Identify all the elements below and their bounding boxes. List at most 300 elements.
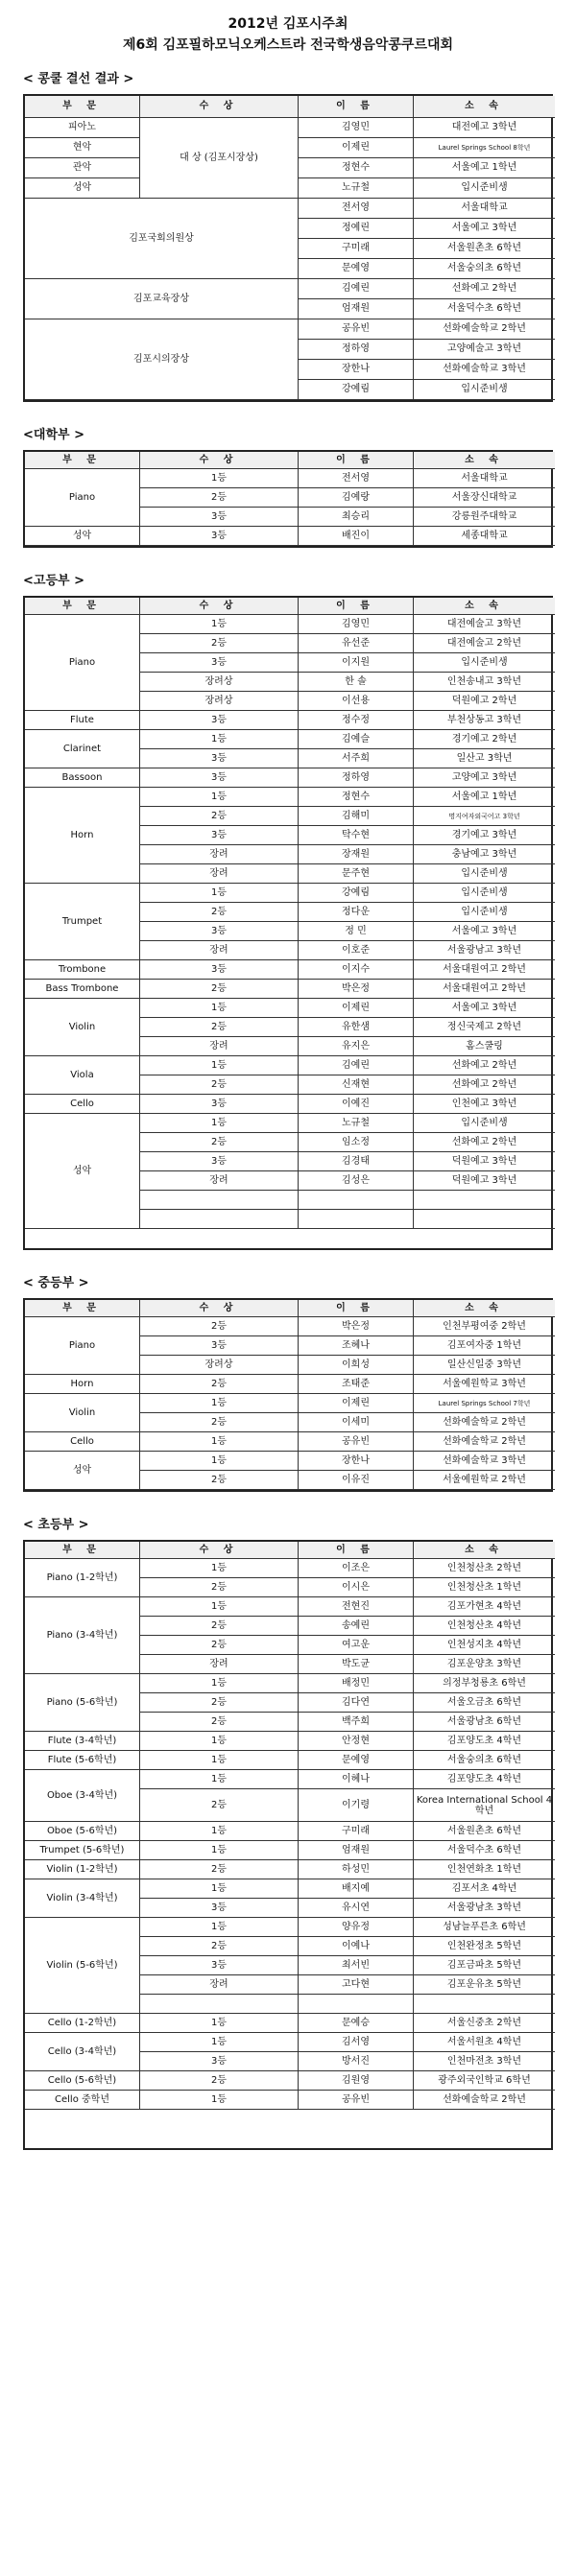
school-cell: 덕원예고 3학년 (414, 1152, 555, 1171)
name-cell: 하성민 (299, 1860, 414, 1879)
school-cell: 인천완정초 5학년 (414, 1937, 555, 1956)
name-cell: 유시연 (299, 1899, 414, 1918)
category-cell: Trumpet (25, 884, 140, 960)
school-cell: 부천상동고 3학년 (414, 711, 555, 730)
school-cell: 선화예고 2학년 (414, 1075, 555, 1095)
school-cell: 선화예술학교 2학년 (414, 1413, 555, 1432)
school-cell: 광주외국인학교 6학년 (414, 2071, 555, 2091)
category-cell: Flute (5-6학년) (25, 1751, 140, 1770)
category-cell: Cello (25, 1432, 140, 1452)
award-cell: 1등 (140, 1432, 299, 1452)
school-cell: 선화예고 2학년 (414, 1133, 555, 1152)
category-cell: Violin (3-4학년) (25, 1879, 140, 1918)
name-cell: 정수정 (299, 711, 414, 730)
award-cell: 3등 (140, 922, 299, 941)
name-cell: 이세미 (299, 1413, 414, 1432)
school-cell: 김포금파초 5학년 (414, 1956, 555, 1975)
award-cell: 2등 (140, 807, 299, 826)
category-cell: 성악 (25, 1452, 140, 1490)
school-cell: 서울덕수초 6학년 (414, 299, 555, 319)
award-cell: 1등 (140, 999, 299, 1018)
column-header: 소 속 (414, 452, 555, 469)
school-cell: 서울숭의초 6학년 (414, 1751, 555, 1770)
school-cell: 입시준비생 (414, 653, 555, 673)
name-cell: 장재원 (299, 845, 414, 864)
school-cell: 경기예고 2학년 (414, 730, 555, 749)
name-cell (299, 1210, 414, 1229)
name-cell: 배지예 (299, 1879, 414, 1899)
award-cell: 2등 (140, 1413, 299, 1432)
column-header: 이 름 (299, 598, 414, 615)
category-cell: 성악 (25, 1114, 140, 1229)
name-cell: 이지수 (299, 960, 414, 980)
results-table (23, 94, 553, 402)
award-cell: 1등 (140, 1674, 299, 1693)
award-cell: 3등 (140, 1336, 299, 1356)
school-cell: 고양예술고 3학년 (414, 340, 555, 360)
category-cell: 성악 (25, 527, 140, 546)
section-elementary (23, 1515, 553, 2150)
category-cell: Cello 중학년 (25, 2091, 140, 2110)
award-cell: 2등 (140, 1789, 299, 1822)
school-cell: 인천청산초 1학년 (414, 1578, 555, 1597)
category-cell: Oboe (3-4학년) (25, 1770, 140, 1822)
name-cell: 이예진 (299, 1095, 414, 1114)
award-cell: 1등 (140, 1879, 299, 1899)
category-cell: Trumpet (5-6학년) (25, 1841, 140, 1860)
school-cell: 인천송내고 3학년 (414, 673, 555, 692)
school-cell: 인천부평여중 2학년 (414, 1317, 555, 1336)
name-cell: 노규철 (299, 178, 414, 199)
award-cell: 2등 (140, 903, 299, 922)
award-cell: 2등 (140, 2071, 299, 2091)
school-cell: 김포여자중 1학년 (414, 1336, 555, 1356)
name-cell: 탁수현 (299, 826, 414, 845)
school-cell: 서울예고 3학년 (414, 219, 555, 239)
school-cell: 선화예고 2학년 (414, 279, 555, 299)
award-cell: 3등 (140, 1095, 299, 1114)
name-cell: 장한나 (299, 1452, 414, 1471)
name-cell: 이제린 (299, 138, 414, 158)
award-cell: 1등 (140, 1770, 299, 1789)
name-cell: 이선용 (299, 692, 414, 711)
school-cell: Korea International School 4학년 (414, 1789, 555, 1822)
school-cell: 서울대원여고 2학년 (414, 960, 555, 980)
award-cell: 2등 (140, 1018, 299, 1037)
name-cell: 이지원 (299, 653, 414, 673)
award-cell: 1등 (140, 1114, 299, 1133)
award-cell: 1등 (140, 469, 299, 488)
category-cell: Flute (3-4학년) (25, 1732, 140, 1751)
award-cell: 3등 (140, 527, 299, 546)
school-cell: 대전예술고 2학년 (414, 634, 555, 653)
name-cell: 김경태 (299, 1152, 414, 1171)
category-cell: 김포국회의원상 (25, 199, 299, 279)
award-cell: 1등 (140, 1841, 299, 1860)
name-cell: 박은정 (299, 980, 414, 999)
name-cell: 송예린 (299, 1617, 414, 1636)
name-cell: 문예영 (299, 259, 414, 279)
name-cell: 김영민 (299, 615, 414, 634)
school-cell: 서울예고 1학년 (414, 158, 555, 178)
name-cell: 유한샘 (299, 1018, 414, 1037)
school-cell: 인천청산초 2학년 (414, 1559, 555, 1578)
award-cell: 3등 (140, 2052, 299, 2071)
school-cell: 서울대학교 (414, 199, 555, 219)
document-titles (23, 13, 553, 56)
school-cell: 서울광남초 3학년 (414, 1899, 555, 1918)
school-cell: 서울숭의초 6학년 (414, 259, 555, 279)
award-cell: 3등 (140, 1899, 299, 1918)
school-cell: 서울장신대학교 (414, 488, 555, 508)
award-cell: 1등 (140, 1394, 299, 1413)
name-cell: 정하영 (299, 340, 414, 360)
section-university (23, 425, 553, 548)
category-cell: Violin (5-6학년) (25, 1918, 140, 2014)
name-cell: 백주희 (299, 1713, 414, 1732)
category-cell: Trombone (25, 960, 140, 980)
name-cell: 이혜나 (299, 1770, 414, 1789)
school-cell: 선화예술학교 3학년 (414, 360, 555, 380)
school-cell: 선화예술학교 2학년 (414, 1432, 555, 1452)
school-cell: 고양예고 3학년 (414, 768, 555, 788)
column-header: 수 상 (140, 452, 299, 469)
school-cell: 덕원예고 2학년 (414, 692, 555, 711)
name-cell: 엄재원 (299, 299, 414, 319)
award-cell (140, 1210, 299, 1229)
name-cell: 강예림 (299, 884, 414, 903)
name-cell: 구미래 (299, 239, 414, 259)
category-cell: Violin (25, 1394, 140, 1432)
award-cell: 1등 (140, 1822, 299, 1841)
school-cell: 입시준비생 (414, 1114, 555, 1133)
category-cell: Cello (1-2학년) (25, 2014, 140, 2033)
name-cell: 공유빈 (299, 2091, 414, 2110)
name-cell: 문예영 (299, 1751, 414, 1770)
school-cell: 서울대학교 (414, 469, 555, 488)
school-cell: 입시준비생 (414, 864, 555, 884)
award-cell: 3등 (140, 960, 299, 980)
document-title-line1: 2012년 김포시주최 (228, 16, 348, 32)
name-cell: 고다현 (299, 1975, 414, 1995)
name-cell: 김영민 (299, 118, 414, 138)
school-cell: 입시준비생 (414, 380, 555, 400)
school-cell: 김포양도초 4학년 (414, 1770, 555, 1789)
name-cell: 이희성 (299, 1356, 414, 1375)
column-header: 수 상 (140, 1542, 299, 1559)
category-cell: Piano (25, 1317, 140, 1375)
award-cell: 2등 (140, 1636, 299, 1655)
school-cell: 서울예원학교 3학년 (414, 1375, 555, 1394)
award-cell: 장려 (140, 1975, 299, 1995)
name-cell: 김다연 (299, 1693, 414, 1713)
award-cell: 3등 (140, 711, 299, 730)
school-cell: 김포운양초 3학년 (414, 1655, 555, 1674)
section-heading: <고등부 > (23, 574, 84, 588)
school-cell: 홈스쿨링 (414, 1037, 555, 1056)
column-header: 소 속 (414, 96, 555, 118)
category-cell: Piano (1-2학년) (25, 1559, 140, 1597)
category-cell: Flute (25, 711, 140, 730)
name-cell: 공유빈 (299, 319, 414, 340)
category-cell: 현악 (25, 138, 140, 158)
column-header: 이 름 (299, 1542, 414, 1559)
name-cell: 임소정 (299, 1133, 414, 1152)
category-cell: Cello (25, 1095, 140, 1114)
name-cell: 장한나 (299, 360, 414, 380)
award-cell: 장려 (140, 1655, 299, 1674)
column-header: 수 상 (140, 1300, 299, 1317)
award-cell: 2등 (140, 1317, 299, 1336)
column-header: 소 속 (414, 1542, 555, 1559)
name-cell: 김예랑 (299, 488, 414, 508)
award-cell: 1등 (140, 730, 299, 749)
column-header: 수 상 (140, 96, 299, 118)
name-cell: 문주현 (299, 864, 414, 884)
category-cell: 김포교육장상 (25, 279, 299, 319)
category-cell: Horn (25, 788, 140, 884)
column-header: 부 문 (25, 96, 140, 118)
name-cell: 김해미 (299, 807, 414, 826)
column-header: 수 상 (140, 598, 299, 615)
category-cell: 성악 (25, 178, 140, 199)
name-cell: 김원영 (299, 2071, 414, 2091)
document-title-line2: 제6회 김포필하모닉오케스트라 전국학생음악콩쿠르대회 (122, 37, 454, 53)
school-cell: 강릉원주대학교 (414, 508, 555, 527)
name-cell: 이제린 (299, 1394, 414, 1413)
name-cell: 공유빈 (299, 1432, 414, 1452)
category-cell: Piano (3-4학년) (25, 1597, 140, 1674)
name-cell: 김예슬 (299, 730, 414, 749)
award-cell: 대 상 (김포시장상) (140, 118, 299, 199)
school-cell: 서울덕수초 6학년 (414, 1841, 555, 1860)
name-cell: 안정현 (299, 1732, 414, 1751)
school-cell: 서울예고 3학년 (414, 999, 555, 1018)
award-cell: 장려상 (140, 1356, 299, 1375)
award-cell: 2등 (140, 1713, 299, 1732)
column-header: 소 속 (414, 1300, 555, 1317)
award-cell: 1등 (140, 1732, 299, 1751)
section-middleschool (23, 1273, 553, 1492)
name-cell: 전현진 (299, 1597, 414, 1617)
name-cell: 전서영 (299, 469, 414, 488)
school-cell: 서울대원여고 2학년 (414, 980, 555, 999)
award-cell: 1등 (140, 2014, 299, 2033)
name-cell: 이예나 (299, 1937, 414, 1956)
name-cell: 정다운 (299, 903, 414, 922)
award-cell: 1등 (140, 884, 299, 903)
award-cell: 1등 (140, 788, 299, 807)
school-cell: 서울서원초 4학년 (414, 2033, 555, 2052)
school-cell: 명지여자외국어고 3학년 (414, 807, 555, 826)
section-heading: <대학부 > (23, 428, 84, 442)
results-table (23, 1298, 553, 1492)
name-cell: 김예린 (299, 279, 414, 299)
school-cell: 김포가현초 4학년 (414, 1597, 555, 1617)
school-cell: Laurel Springs School 8학년 (414, 138, 555, 158)
category-cell: Violin (1-2학년) (25, 1860, 140, 1879)
category-cell: Cello (3-4학년) (25, 2033, 140, 2071)
school-cell: 선화예고 2학년 (414, 1056, 555, 1075)
award-cell: 장려 (140, 864, 299, 884)
category-cell: Clarinet (25, 730, 140, 768)
school-cell: 서울예원학교 2학년 (414, 1471, 555, 1490)
school-cell: 대전예술고 3학년 (414, 615, 555, 634)
award-cell: 1등 (140, 1452, 299, 1471)
school-cell: 인천마전초 3학년 (414, 2052, 555, 2071)
school-cell: Laurel Springs School 7학년 (414, 1394, 555, 1413)
school-cell: 일산고 3학년 (414, 749, 555, 768)
school-cell: 서울원촌초 6학년 (414, 1822, 555, 1841)
award-cell: 1등 (140, 2033, 299, 2052)
name-cell: 엄재원 (299, 1841, 414, 1860)
section-results (23, 69, 553, 402)
name-cell: 서주희 (299, 749, 414, 768)
school-cell: 서울예고 1학년 (414, 788, 555, 807)
name-cell: 배정민 (299, 1674, 414, 1693)
category-cell: Oboe (5-6학년) (25, 1822, 140, 1841)
award-cell: 2등 (140, 1617, 299, 1636)
name-cell: 여고운 (299, 1636, 414, 1655)
school-cell: 서울오금초 6학년 (414, 1693, 555, 1713)
column-header: 이 름 (299, 96, 414, 118)
name-cell (299, 1995, 414, 2014)
award-cell: 1등 (140, 1918, 299, 1937)
name-cell: 노규철 (299, 1114, 414, 1133)
category-cell: Bass Trombone (25, 980, 140, 999)
school-cell: 덕원예고 3학년 (414, 1171, 555, 1191)
name-cell: 박도균 (299, 1655, 414, 1674)
award-cell: 2등 (140, 1860, 299, 1879)
school-cell: 정신국제고 2학년 (414, 1018, 555, 1037)
school-cell: 서울원촌초 6학년 (414, 239, 555, 259)
name-cell: 방서진 (299, 2052, 414, 2071)
name-cell: 문예승 (299, 2014, 414, 2033)
school-cell: 서울예고 3학년 (414, 922, 555, 941)
award-cell: 장려상 (140, 673, 299, 692)
award-cell: 1등 (140, 1751, 299, 1770)
name-cell: 최서빈 (299, 1956, 414, 1975)
school-cell: 선화예술학교 2학년 (414, 319, 555, 340)
school-cell (414, 1191, 555, 1210)
award-cell: 2등 (140, 634, 299, 653)
sections-container (23, 69, 553, 2150)
award-cell: 2등 (140, 1375, 299, 1394)
school-cell: 충남예고 3학년 (414, 845, 555, 864)
award-cell: 장려 (140, 1171, 299, 1191)
category-cell: Violin (25, 999, 140, 1056)
name-cell: 전서영 (299, 199, 414, 219)
category-cell: Piano (25, 469, 140, 527)
name-cell: 이시은 (299, 1578, 414, 1597)
award-cell: 1등 (140, 2091, 299, 2110)
category-cell: Horn (25, 1375, 140, 1394)
award-cell: 3등 (140, 768, 299, 788)
name-cell: 이유진 (299, 1471, 414, 1490)
award-cell: 3등 (140, 826, 299, 845)
award-cell (140, 1995, 299, 2014)
category-cell: Viola (25, 1056, 140, 1095)
school-cell: 인천성지초 4학년 (414, 1636, 555, 1655)
category-cell: Cello (5-6학년) (25, 2071, 140, 2091)
school-cell: 서울광남초 6학년 (414, 1713, 555, 1732)
results-table (23, 1540, 553, 2150)
name-cell: 이기령 (299, 1789, 414, 1822)
school-cell: 입시준비생 (414, 903, 555, 922)
school-cell: 서울광남고 3학년 (414, 941, 555, 960)
section-heading: < 중등부 > (23, 1276, 89, 1290)
name-cell: 조태준 (299, 1375, 414, 1394)
school-cell: 세종대학교 (414, 527, 555, 546)
award-cell: 2등 (140, 1578, 299, 1597)
school-cell: 선화예술학교 2학년 (414, 2091, 555, 2110)
school-cell: 서울신중초 2학년 (414, 2014, 555, 2033)
name-cell: 정예린 (299, 219, 414, 239)
award-cell: 3등 (140, 1956, 299, 1975)
school-cell (414, 1995, 555, 2014)
school-cell: 인천예고 3학년 (414, 1095, 555, 1114)
column-header: 부 문 (25, 598, 140, 615)
name-cell: 강예림 (299, 380, 414, 400)
award-cell: 3등 (140, 1152, 299, 1171)
school-cell: 선화예술학교 3학년 (414, 1452, 555, 1471)
name-cell: 양유정 (299, 1918, 414, 1937)
section-heading: < 초등부 > (23, 1518, 89, 1532)
school-cell (414, 1210, 555, 1229)
school-cell: 의정부청룡초 6학년 (414, 1674, 555, 1693)
section-heading: < 콩쿨 결선 결과 > (23, 72, 134, 86)
column-header: 부 문 (25, 452, 140, 469)
category-cell: Piano (25, 615, 140, 711)
name-cell: 정하영 (299, 768, 414, 788)
award-cell (140, 1191, 299, 1210)
school-cell: 인천연화초 1학년 (414, 1860, 555, 1879)
name-cell: 한 솔 (299, 673, 414, 692)
name-cell: 김예린 (299, 1056, 414, 1075)
name-cell (299, 1191, 414, 1210)
award-cell: 2등 (140, 1075, 299, 1095)
name-cell: 정현수 (299, 158, 414, 178)
award-cell: 1등 (140, 1559, 299, 1578)
award-cell: 장려상 (140, 692, 299, 711)
column-header: 소 속 (414, 598, 555, 615)
award-cell: 3등 (140, 653, 299, 673)
results-table (23, 596, 553, 1250)
award-cell: 1등 (140, 615, 299, 634)
school-cell: 인천청산초 4학년 (414, 1617, 555, 1636)
award-cell: 1등 (140, 1056, 299, 1075)
name-cell: 박은정 (299, 1317, 414, 1336)
name-cell: 배진이 (299, 527, 414, 546)
award-cell: 2등 (140, 488, 299, 508)
category-cell: 관악 (25, 158, 140, 178)
column-header: 이 름 (299, 452, 414, 469)
section-highschool (23, 571, 553, 1250)
name-cell: 김성은 (299, 1171, 414, 1191)
name-cell: 조혜나 (299, 1336, 414, 1356)
school-cell: 경기예고 3학년 (414, 826, 555, 845)
school-cell: 대전예고 3학년 (414, 118, 555, 138)
award-cell: 장려 (140, 1037, 299, 1056)
school-cell: 입시준비생 (414, 178, 555, 199)
name-cell: 정현수 (299, 788, 414, 807)
name-cell: 유선준 (299, 634, 414, 653)
award-cell: 2등 (140, 1471, 299, 1490)
award-cell: 3등 (140, 749, 299, 768)
award-cell: 3등 (140, 508, 299, 527)
category-cell: 피아노 (25, 118, 140, 138)
name-cell: 김서영 (299, 2033, 414, 2052)
